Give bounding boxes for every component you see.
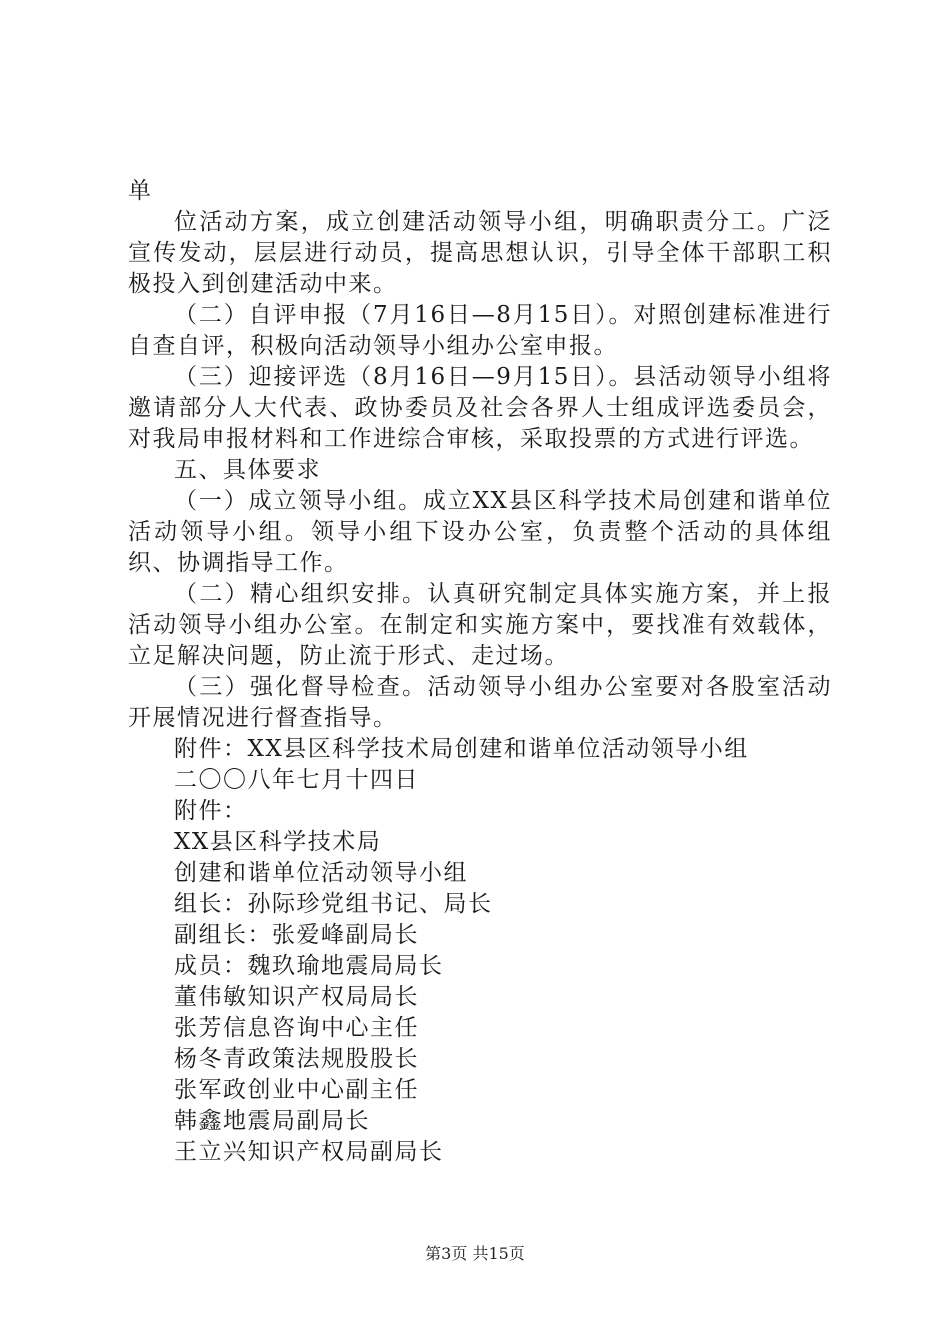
paragraph: 韩鑫地震局副局长 [174, 1108, 370, 1134]
paragraph: 杨冬青政策法规股股长 [174, 1046, 419, 1072]
paragraph: XX县区科学技术局 [174, 829, 382, 855]
paragraph: 创建和谐单位活动领导小组 [174, 860, 468, 886]
document-body [128, 176, 832, 1168]
paragraph: 董伟敏知识产权局局长 [174, 984, 419, 1010]
paragraph: （二）自评申报（7月16日—8月15日）。对照创建标准进行自查自评，积极向活动领导小组办公室申报。 [128, 302, 832, 359]
paragraph: 组长：孙际珍党组书记、局长 [174, 891, 493, 917]
paragraph: 位活动方案，成立创建活动领导小组，明确职责分工。广泛宣传发动，层层进行动员，提高思想认识，引导全体干部职工积极投入到创建活动中来。 [128, 209, 832, 297]
paragraph: （二）精心组织安排。认真研究制定具体实施方案，并上报活动领导小组办公室。在制定和实施方案中，要找准有效载体，立足解决问题，防止流于形式、走过场。 [128, 581, 832, 669]
paragraph: 单 [128, 178, 153, 204]
paragraph: （一）成立领导小组。成立XX县区科学技术局创建和谐单位活动领导小组。领导小组下设办公室，负责整个活动的具体组织、协调指导工作。 [128, 488, 832, 576]
paragraph: 附件：XX县区科学技术局创建和谐单位活动领导小组 [174, 736, 749, 762]
paragraph: 张芳信息咨询中心主任 [174, 1015, 419, 1041]
paragraph: 副组长：张爱峰副局长 [174, 922, 419, 948]
paragraph: 王立兴知识产权局副局长 [174, 1139, 444, 1165]
paragraph: （三）迎接评选（8月16日—9月15日）。县活动领导小组将邀请部分人大代表、政协委员及社会各界人士组成评选委员会，对我局申报材料和工作进综合审核，采取投票的方式进行评选。 [128, 364, 832, 452]
paragraph: 成员：魏玖瑜地震局局长 [174, 953, 444, 979]
paragraph: （三）强化督导检查。活动领导小组办公室要对各股室活动开展情况进行督查指导。 [128, 674, 832, 731]
paragraph: 二〇〇八年七月十四日 [174, 767, 419, 793]
page-footer: 第3页 共15页 [425, 1244, 525, 1263]
paragraph: 张军政创业中心副主任 [174, 1077, 419, 1103]
paragraph: 附件： [174, 798, 248, 824]
paragraph: 五、具体要求 [174, 457, 321, 483]
